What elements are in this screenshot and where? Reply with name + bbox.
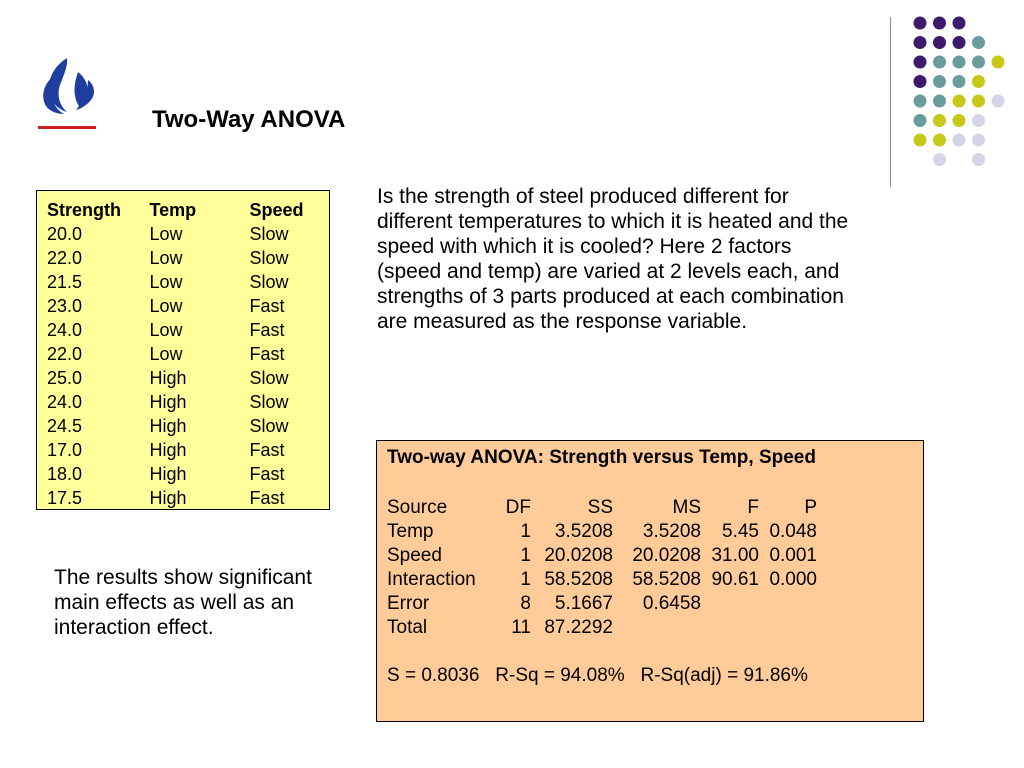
decor-dot <box>933 134 946 147</box>
cell-temp: Low <box>149 223 183 244</box>
cell-speed: Slow <box>249 391 289 412</box>
anova-cell-p <box>759 616 817 640</box>
anova-col-ss: SS <box>587 497 613 518</box>
cell-strength: 24.5 <box>47 415 83 436</box>
table-row <box>47 414 329 438</box>
anova-cell-p: 0.048 <box>769 521 817 542</box>
cell-speed: Slow <box>249 223 289 244</box>
decor-dot <box>972 75 985 88</box>
table-row <box>47 366 329 390</box>
anova-col-f: F <box>747 497 759 518</box>
decor-dot <box>914 114 927 127</box>
decor-dot <box>953 114 966 127</box>
anova-heading: Two-way ANOVA: Strength versus Temp, Speed <box>387 447 816 468</box>
cell-strength: 17.0 <box>47 439 83 460</box>
decor-dot <box>914 36 927 49</box>
cell-speed: Fast <box>249 295 285 316</box>
anova-col-ms: MS <box>672 497 701 518</box>
decor-dot <box>953 134 966 147</box>
cell-speed: Slow <box>249 271 289 292</box>
anova-cell-ms: 20.0208 <box>632 545 701 566</box>
anova-row <box>387 568 817 592</box>
anova-cell-df: 1 <box>520 521 531 542</box>
cell-speed: Fast <box>249 343 285 364</box>
anova-cell-f: 90.61 <box>711 569 759 590</box>
cell-temp: Low <box>149 295 183 316</box>
cell-speed: Fast <box>249 319 285 340</box>
cell-strength: 18.0 <box>47 463 83 484</box>
decor-dot <box>914 134 927 147</box>
decor-dot <box>933 95 946 108</box>
cell-strength: 22.0 <box>47 247 83 268</box>
cell-speed: Slow <box>249 367 289 388</box>
anova-row <box>387 544 817 568</box>
cell-temp: High <box>149 463 187 484</box>
cell-strength: 20.0 <box>47 223 83 244</box>
anova-cell-f: 5.45 <box>722 521 759 542</box>
header-strength: Strength <box>47 199 121 220</box>
anova-cell-ms: 0.6458 <box>642 593 701 614</box>
anova-cell-p <box>759 592 817 616</box>
table-row <box>47 462 329 486</box>
decor-dot <box>933 17 946 30</box>
table-header-row <box>47 198 329 222</box>
anova-cell-p: 0.000 <box>769 569 817 590</box>
cell-temp: High <box>149 367 187 388</box>
cell-temp: Low <box>149 319 183 340</box>
anova-cell-ms <box>613 616 701 640</box>
slide-title: Two-Way ANOVA <box>152 106 346 133</box>
table-row <box>47 318 329 342</box>
cell-speed: Fast <box>249 439 285 460</box>
cell-strength: 24.0 <box>47 319 83 340</box>
table-row <box>47 342 329 366</box>
cell-temp: Low <box>149 247 183 268</box>
university-flame-logo <box>34 52 100 134</box>
decor-dot <box>972 56 985 69</box>
anova-cell-p: 0.001 <box>769 545 817 566</box>
cell-strength: 22.0 <box>47 343 83 364</box>
strength-data-table <box>36 190 330 510</box>
anova-cell-source: Error <box>387 593 430 614</box>
anova-row <box>387 520 817 544</box>
anova-summary: S = 0.8036 R-Sq = 94.08% R-Sq(adj) = 91.86% <box>387 665 808 686</box>
cell-temp: High <box>149 391 187 412</box>
anova-cell-source: Speed <box>387 545 442 566</box>
decor-dot <box>953 75 966 88</box>
anova-cell-ss: 58.5208 <box>544 569 613 590</box>
decor-dot <box>972 153 985 166</box>
decor-dot <box>933 56 946 69</box>
cell-temp: Low <box>149 343 183 364</box>
cell-temp: Low <box>149 271 183 292</box>
anova-column-header-row <box>387 496 817 520</box>
anova-cell-ss: 3.5208 <box>554 521 613 542</box>
decor-dot <box>992 56 1005 69</box>
anova-cell-source: Temp <box>387 521 434 542</box>
table-row <box>47 222 329 246</box>
table-row <box>47 390 329 414</box>
decor-dot <box>914 75 927 88</box>
table-row <box>47 246 329 270</box>
cell-strength: 17.5 <box>47 487 83 508</box>
decor-dot <box>972 95 985 108</box>
anova-cell-f <box>701 592 759 616</box>
anova-output-box <box>376 440 924 722</box>
decor-dot <box>914 17 927 30</box>
decor-dot <box>992 95 1005 108</box>
cell-strength: 25.0 <box>47 367 83 388</box>
anova-cell-source: Interaction <box>387 569 476 590</box>
anova-col-source: Source <box>387 497 448 518</box>
cell-temp: High <box>149 439 187 460</box>
anova-cell-ss: 5.1667 <box>554 593 613 614</box>
anova-row <box>387 592 817 616</box>
divider-line <box>890 17 891 187</box>
anova-cell-ss: 87.2292 <box>544 617 613 638</box>
anova-col-df: DF <box>505 497 531 518</box>
decor-dot <box>972 114 985 127</box>
cell-temp: High <box>149 487 187 508</box>
anova-cell-source: Total <box>387 617 428 638</box>
anova-cell-ms: 58.5208 <box>632 569 701 590</box>
question-paragraph: Is the strength of steel produced different for different temperatures to which it is heated and the speed with which it is cooled? Here 2 factors (speed and temp) are varied at 2 levels each, and strengths of 3 parts produced at each combination are measured as the response variable. <box>377 185 849 333</box>
decor-dot <box>953 17 966 30</box>
cell-temp: High <box>149 415 187 436</box>
decor-dot <box>933 75 946 88</box>
cell-speed: Fast <box>249 487 285 508</box>
results-paragraph: The results show significant main effects as well as an interaction effect. <box>54 566 312 639</box>
decor-dot <box>914 95 927 108</box>
anova-cell-f <box>701 616 759 640</box>
decor-dot <box>953 95 966 108</box>
cell-strength: 23.0 <box>47 295 83 316</box>
anova-cell-df: 11 <box>511 617 531 638</box>
decor-dot <box>933 153 946 166</box>
cell-speed: Fast <box>249 463 285 484</box>
decor-dot <box>914 56 927 69</box>
cell-strength: 21.5 <box>47 271 83 292</box>
decorative-dot-grid <box>906 12 1016 172</box>
decor-dot <box>933 114 946 127</box>
anova-cell-f: 31.00 <box>711 545 759 566</box>
decor-dot <box>953 56 966 69</box>
header-speed: Speed <box>249 199 304 220</box>
anova-cell-ss: 20.0208 <box>544 545 613 566</box>
anova-cell-df: 1 <box>520 545 531 566</box>
decor-dot <box>972 134 985 147</box>
anova-row <box>387 616 817 640</box>
anova-cell-df: 1 <box>520 569 531 590</box>
anova-cell-df: 8 <box>520 593 531 614</box>
decor-dot <box>972 36 985 49</box>
table-row <box>47 486 329 510</box>
cell-speed: Slow <box>249 415 289 436</box>
anova-col-p: P <box>804 497 817 518</box>
anova-cell-ms: 3.5208 <box>642 521 701 542</box>
cell-speed: Slow <box>249 247 289 268</box>
table-row <box>47 270 329 294</box>
cell-strength: 24.0 <box>47 391 83 412</box>
decor-dot <box>953 36 966 49</box>
table-row <box>47 438 329 462</box>
table-row <box>47 294 329 318</box>
decor-dot <box>933 36 946 49</box>
header-temp: Temp <box>149 199 197 220</box>
